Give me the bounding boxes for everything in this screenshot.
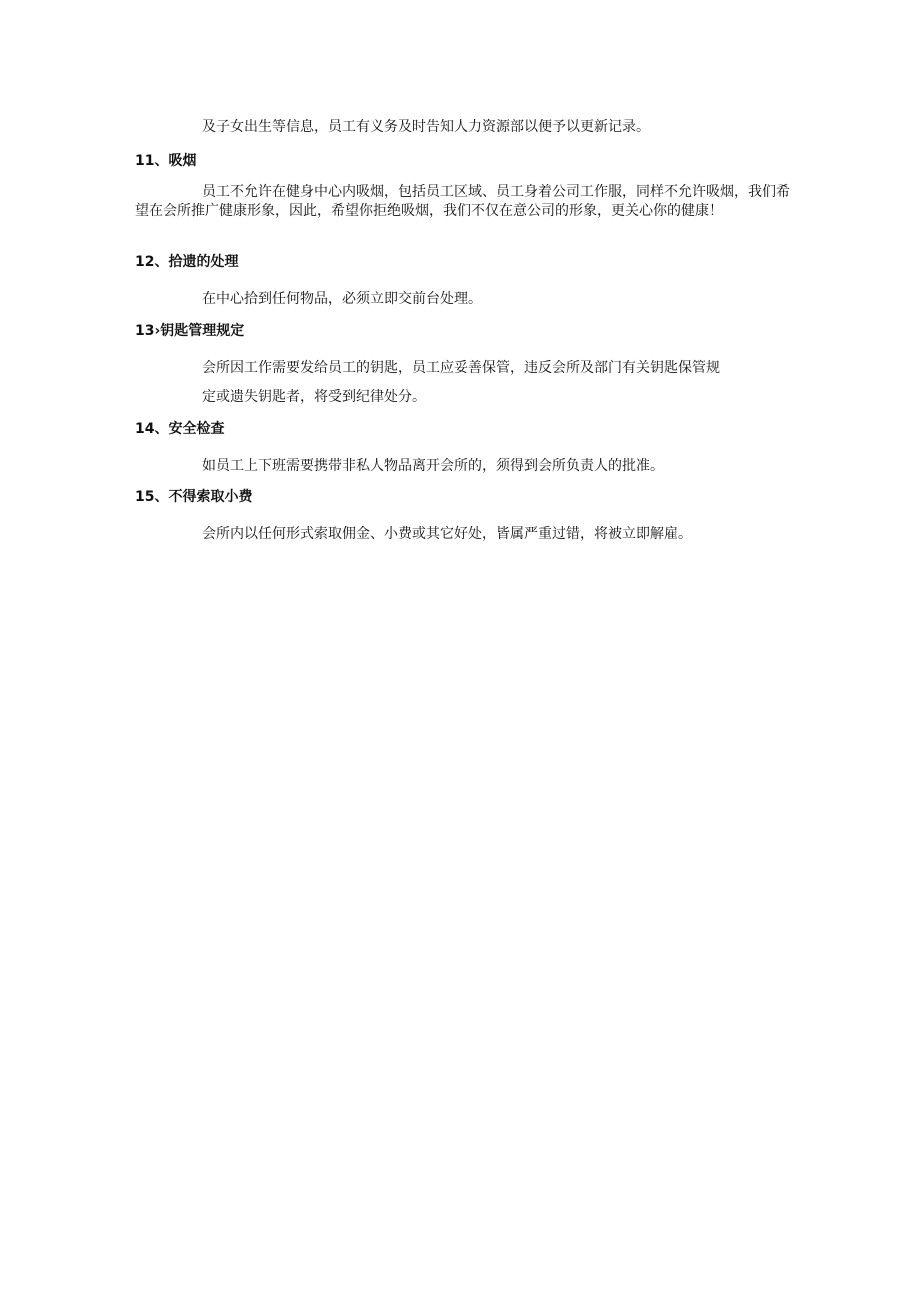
section-heading-security-check: 14、安全检查 [135, 421, 225, 437]
section-body-no-tips: 会所内以任何形式索取佣金、小费或其它好处，皆属严重过错，将被立即解雇。 [202, 526, 692, 542]
section-body-key-management-line-1: 会所因工作需要发给员工的钥匙，员工应妥善保管，违反会所及部门有关钥匙保管规 [202, 360, 720, 376]
section-heading-smoking: 11、吸烟 [135, 153, 197, 169]
section-body-security-check: 如员工上下班需要携带非私人物品离开会所的，须得到会所负责人的批准。 [202, 458, 664, 474]
intro-paragraph: 及子女出生等信息，员工有义务及时告知人力资源部以便予以更新记录。 [202, 119, 650, 135]
section-heading-lost-found: 12、拾遗的处理 [135, 254, 239, 270]
section-heading-no-tips: 15、不得索取小费 [135, 489, 253, 505]
section-body-smoking: 员工不允许在健身中心内吸烟，包括员工区域、员工身着公司工作服，同样不允许吸烟，我们希望在会所推广健康形象，因此，希望你拒绝吸烟，我们不仅在意公司的形象，更关心你的健康！ [135, 184, 790, 219]
section-body-lost-found: 在中心拾到任何物品，必须立即交前台处理。 [202, 291, 482, 307]
section-heading-key-management: 13›钥匙管理规定 [135, 323, 245, 339]
section-body-key-management-line-2: 定或遗失钥匙者，将受到纪律处分。 [202, 389, 426, 405]
